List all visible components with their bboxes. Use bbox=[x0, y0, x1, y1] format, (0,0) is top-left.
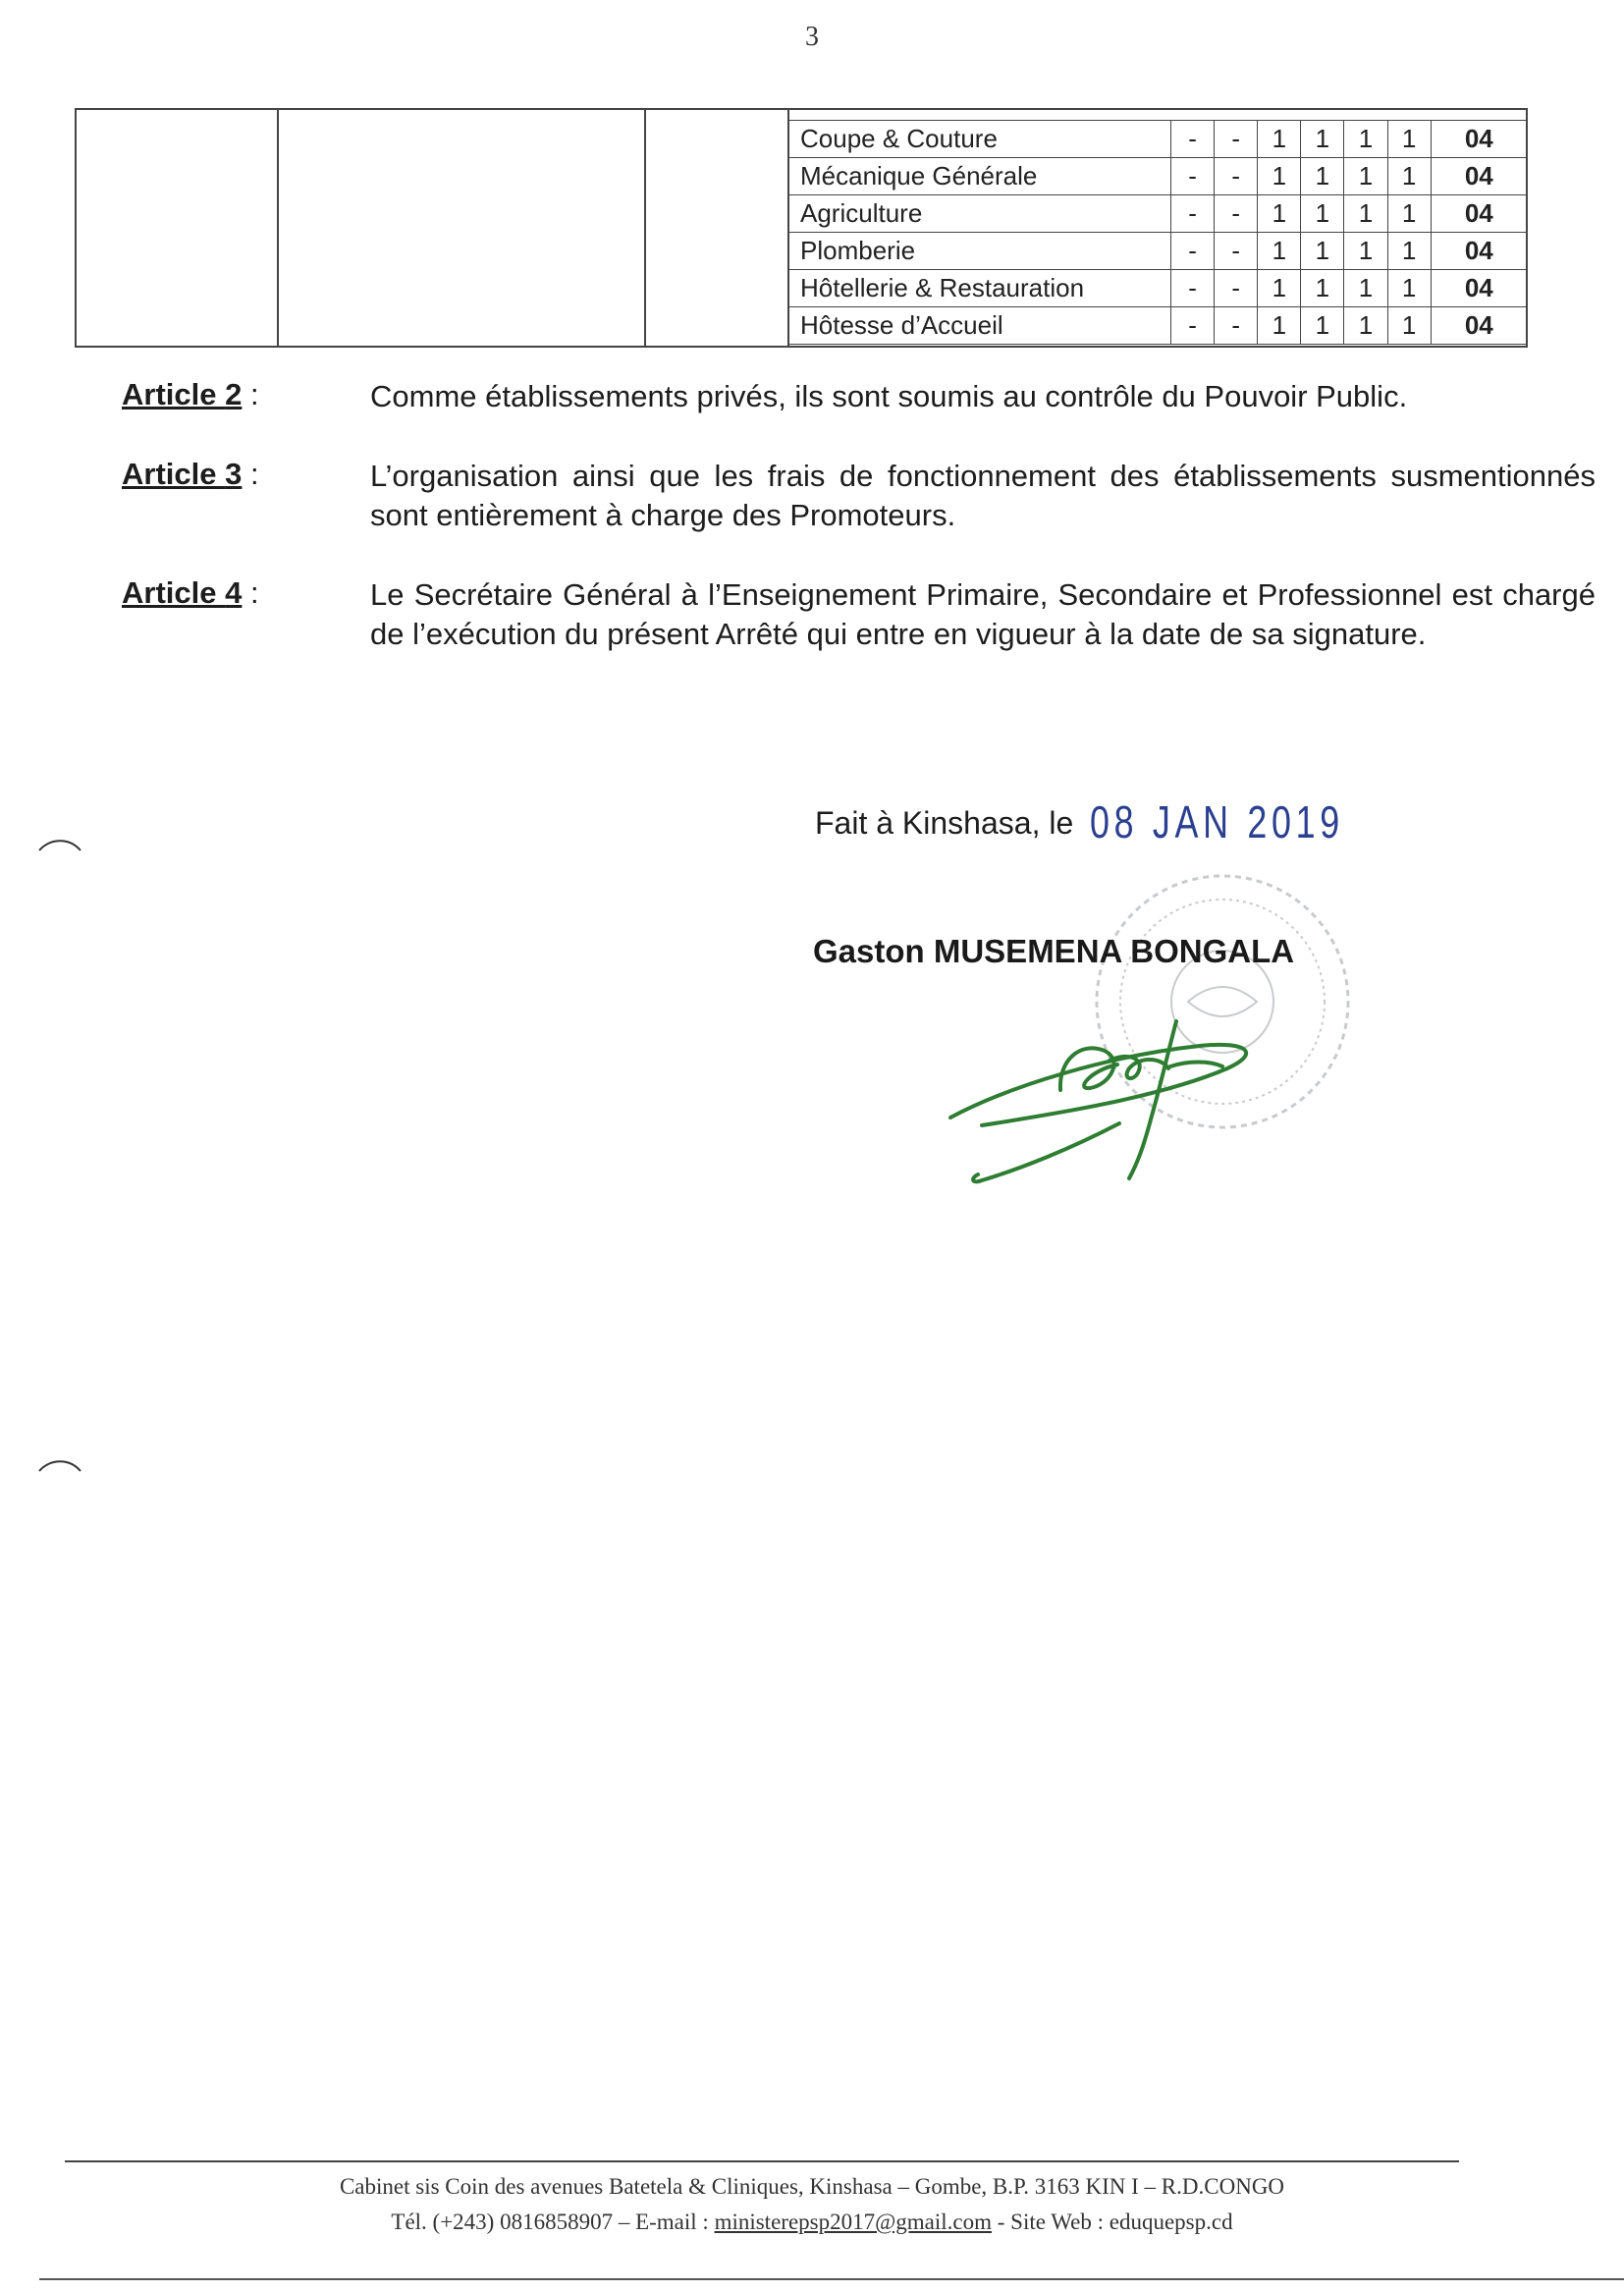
cell: 1 bbox=[1387, 195, 1431, 233]
cell: 1 bbox=[1258, 270, 1301, 307]
cell: 1 bbox=[1301, 270, 1344, 307]
table-column-divider bbox=[644, 110, 646, 346]
margin-mark-icon bbox=[35, 833, 84, 862]
article-number: 3 bbox=[225, 457, 243, 491]
footer-website: - Site Web : eduquepsp.cd bbox=[997, 2210, 1233, 2234]
cell: - bbox=[1215, 307, 1258, 345]
article-text: Comme établissements privés, ils sont soumis au contrôle du Pouvoir Public. bbox=[370, 379, 1408, 413]
cell: 1 bbox=[1301, 307, 1344, 345]
table-row bbox=[788, 121, 1528, 158]
handwritten-signature bbox=[943, 992, 1335, 1208]
subject-name: Mécanique Générale bbox=[788, 158, 1171, 195]
cell: - bbox=[1215, 270, 1258, 307]
cell: 1 bbox=[1258, 195, 1301, 233]
cell: 1 bbox=[1344, 121, 1387, 158]
cell: 1 bbox=[1387, 158, 1431, 195]
total-cell: 04 bbox=[1431, 158, 1527, 195]
footer-email-link[interactable]: ministerepsp2017@gmail.com bbox=[714, 2210, 993, 2234]
cell: 1 bbox=[1344, 195, 1387, 233]
cell: 1 bbox=[1258, 307, 1301, 345]
footer-address: Cabinet sis Coin des avenues Batetela & Cliniques, Kinshasa – Gombe, B.P. 3163 KIN I – R.D.CONGO bbox=[339, 2174, 1285, 2199]
article-colon: : bbox=[249, 377, 259, 411]
subject-name: Agriculture bbox=[788, 195, 1171, 233]
cell: - bbox=[1215, 121, 1258, 158]
cell: - bbox=[1171, 270, 1215, 307]
subject-name: Coupe & Couture bbox=[788, 121, 1171, 158]
cell: - bbox=[1215, 233, 1258, 270]
article-number: 4 bbox=[225, 575, 243, 610]
cell: 1 bbox=[1258, 121, 1301, 158]
signatory-name: Gaston MUSEMENA BONGALA bbox=[813, 933, 1295, 969]
cell: 1 bbox=[1344, 158, 1387, 195]
cell: 1 bbox=[1301, 195, 1344, 233]
table-row bbox=[788, 307, 1528, 345]
cell: - bbox=[1171, 307, 1215, 345]
footer-rule bbox=[39, 2278, 1624, 2280]
article-text: L’organisation ainsi que les frais de fonctionnement des établissements susmentionnés sont entièrement à charge des Promoteurs. bbox=[370, 459, 1596, 532]
subject-name: Plomberie bbox=[788, 233, 1171, 270]
total-cell: 04 bbox=[1431, 233, 1527, 270]
article-word: Article bbox=[122, 457, 217, 491]
table-column-divider bbox=[277, 110, 279, 346]
cell: 1 bbox=[1344, 270, 1387, 307]
total-cell: 04 bbox=[1431, 121, 1527, 158]
cell: - bbox=[1171, 121, 1215, 158]
total-cell: 04 bbox=[1431, 307, 1527, 345]
cell: - bbox=[1215, 158, 1258, 195]
cell: 1 bbox=[1387, 233, 1431, 270]
table-row bbox=[788, 158, 1528, 195]
article-colon: : bbox=[249, 457, 259, 491]
cell: - bbox=[1215, 195, 1258, 233]
subject-name: Hôtellerie & Restauration bbox=[788, 270, 1171, 307]
footer-contact bbox=[0, 2210, 1624, 2235]
total-cell: 04 bbox=[1431, 195, 1527, 233]
cell: 1 bbox=[1387, 121, 1431, 158]
article-word: Article bbox=[122, 575, 217, 610]
table-row bbox=[788, 195, 1528, 233]
cell: 1 bbox=[1301, 158, 1344, 195]
cell: 1 bbox=[1258, 233, 1301, 270]
cell: 1 bbox=[1344, 233, 1387, 270]
cell: - bbox=[1171, 233, 1215, 270]
article-label bbox=[122, 377, 367, 412]
subjects-table bbox=[787, 120, 1528, 345]
cell: - bbox=[1171, 195, 1215, 233]
article-word: Article bbox=[122, 377, 217, 411]
total-cell: 04 bbox=[1431, 270, 1527, 307]
margin-mark-icon bbox=[35, 1453, 84, 1483]
article-number: 2 bbox=[225, 377, 243, 411]
table-row bbox=[788, 233, 1528, 270]
cell: 1 bbox=[1301, 233, 1344, 270]
article-label bbox=[122, 457, 367, 492]
article-text: Le Secrétaire Général à l’Enseignement Primaire, Secondaire et Professionnel est chargé de l’exécution du présent Arrêté qui entre en vigueur à la date de sa signature. bbox=[370, 577, 1596, 651]
subject-name: Hôtesse d’Accueil bbox=[788, 307, 1171, 345]
footer-phone: Tél. (+243) 0816858907 – E-mail : bbox=[391, 2210, 709, 2234]
place-date: Fait à Kinshasa, le bbox=[815, 805, 1074, 841]
cell: 1 bbox=[1344, 307, 1387, 345]
cell: 1 bbox=[1387, 270, 1431, 307]
article-colon: : bbox=[249, 575, 259, 610]
cell: 1 bbox=[1387, 307, 1431, 345]
page-number: 3 bbox=[805, 22, 819, 52]
date-stamp: 08 JAN 2019 bbox=[1090, 796, 1344, 847]
cell: - bbox=[1171, 158, 1215, 195]
cell: 1 bbox=[1258, 158, 1301, 195]
footer-rule bbox=[65, 2160, 1459, 2162]
article-label bbox=[122, 575, 367, 611]
table-row bbox=[788, 270, 1528, 307]
cell: 1 bbox=[1301, 121, 1344, 158]
